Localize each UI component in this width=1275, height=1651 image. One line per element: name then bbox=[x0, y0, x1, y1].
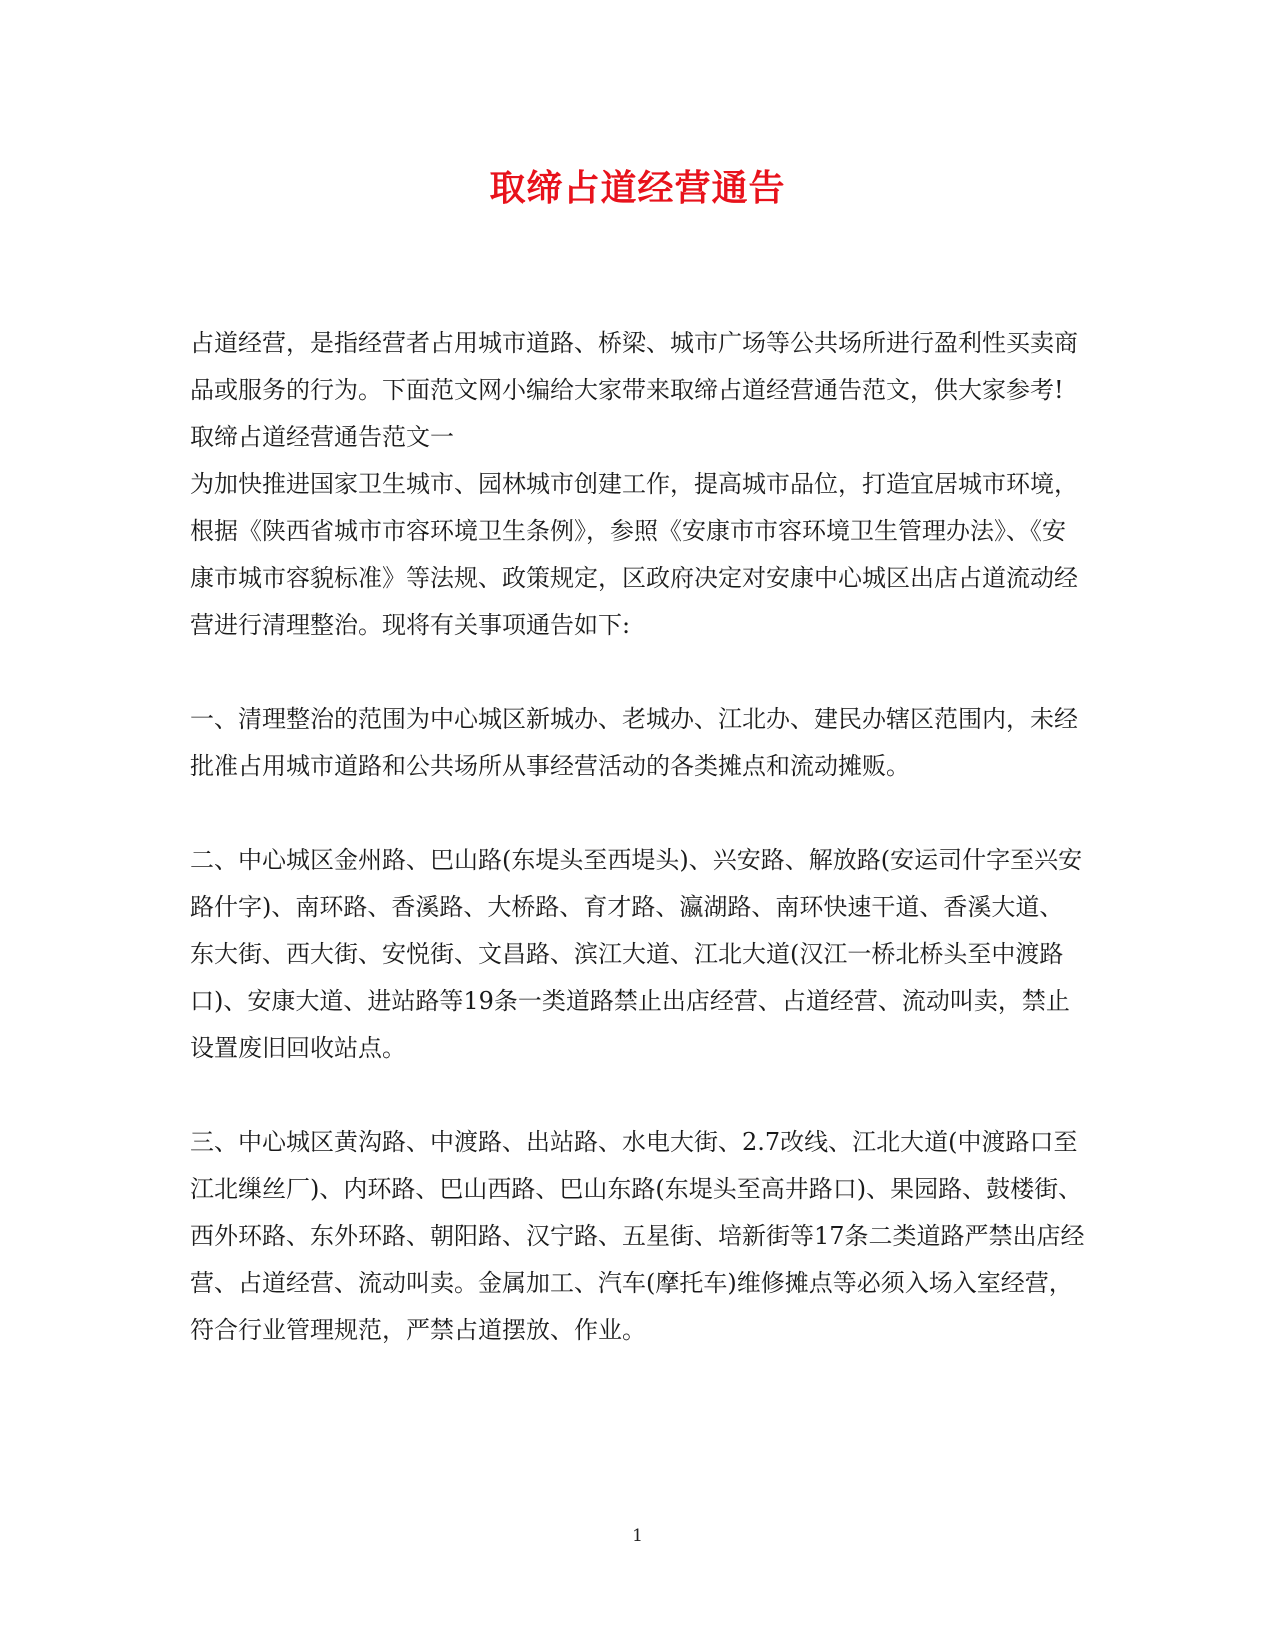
paragraph-spacer bbox=[190, 790, 1085, 837]
notice-paragraph: 为加快推进国家卫生城市、园林城市创建工作，提高城市品位，打造宜居城市环境，根据《陕西省城市市容环境卫生条例》，参照《安康市市容环境卫生管理办法》、《安康市城市容貌标准》等法规、政策规定，区政府决定对安康中心城区出店占道流动经营进行清理整治。现将有关事项通告如下: bbox=[190, 470, 1078, 639]
paragraph-spacer bbox=[190, 1072, 1085, 1119]
article-two: 二、中心城区金州路、巴山路(东堤头至西堤头)、兴安路、解放路(安运司什字至兴安路什字)、南环路、香溪路、大桥路、育才路、瀛湖路、南环快速干道、香溪大道、东大街、西大街、安悦街、文昌路、滨江大道、江北大道(汉江一桥北桥头至中渡路口)、安康大道、进站路等19条一类道路禁止出店经营、占道经营、流动叫卖，禁止设置废旧回收站点。 bbox=[190, 846, 1083, 1062]
article-one: 一、清理整治的范围为中心城区新城办、老城办、江北办、建民办辖区范围内，未经批准占用城市道路和公共场所从事经营活动的各类摊点和流动摊贩。 bbox=[190, 705, 1078, 780]
article-three: 三、中心城区黄沟路、中渡路、出站路、水电大街、2.7改线、江北大道(中渡路口至江北缫丝厂)、内环路、巴山西路、巴山东路(东堤头至高井路口)、果园路、鼓楼街、西外环路、东外环路、朝阳路、汉宁路、五星街、培新街等17条二类道路严禁出店经营、占道经营、流动叫卖。金属加工、汽车(摩托车)维修摊点等必须入场入室经营，符合行业管理规范，严禁占道摆放、作业。 bbox=[190, 1128, 1085, 1344]
page-number: 1 bbox=[632, 1526, 643, 1546]
intro-paragraph: 占道经营，是指经营者占用城市道路、桥梁、城市广场等公共场所进行盈利性买卖商品或服务的行为。下面范文网小编给大家带来取缔占道经营通告范文，供大家参考! bbox=[190, 329, 1078, 404]
document-title: 取缔占道经营通告 bbox=[489, 167, 786, 209]
document-body bbox=[190, 320, 1085, 1354]
section-heading: 取缔占道经营通告范文一 bbox=[190, 423, 454, 451]
paragraph-spacer bbox=[190, 649, 1085, 696]
